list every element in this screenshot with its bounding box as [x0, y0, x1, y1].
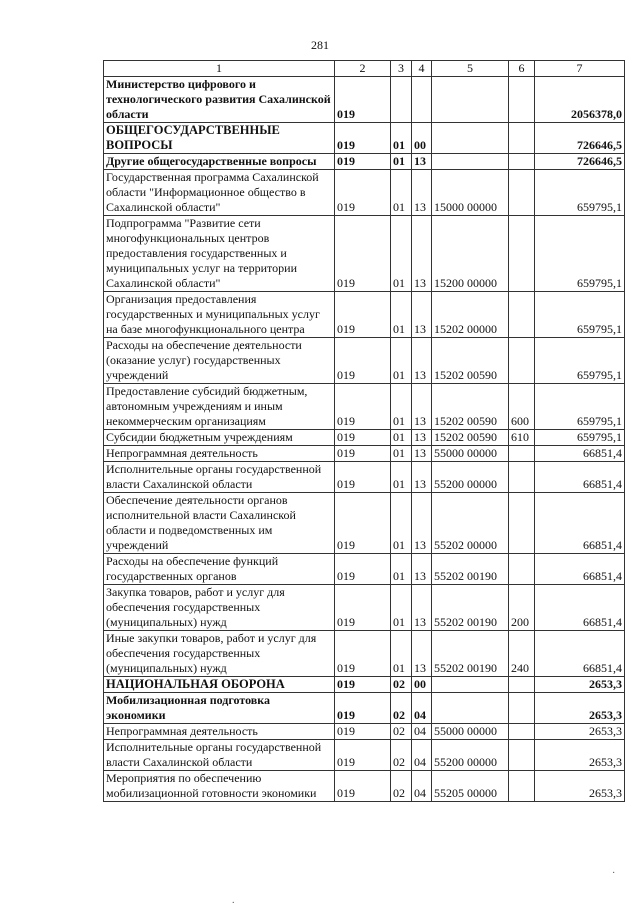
row-code-section: 02	[391, 693, 412, 724]
row-amount: 2653,3	[535, 740, 625, 771]
row-amount: 66851,4	[535, 631, 625, 677]
row-name: Исполнительные органы государственной власти Сахалинской области	[104, 462, 335, 493]
row-code-subsection: 13	[412, 338, 432, 384]
row-code-subsection: 04	[412, 771, 432, 802]
row-code-target: 15202 00590	[432, 338, 509, 384]
table-row	[104, 771, 625, 802]
row-amount: 659795,1	[535, 292, 625, 338]
row-name: Предоставление субсидий бюджетным, автономным учреждениям и иным некоммерческим организациям	[104, 384, 335, 430]
row-code-ministry: 019	[335, 740, 391, 771]
row-name: ОБЩЕГОСУДАРСТВЕННЫЕ ВОПРОСЫ	[104, 123, 335, 154]
row-code-expense	[509, 554, 535, 585]
row-code-subsection: 13	[412, 292, 432, 338]
row-code-target: 55000 00000	[432, 724, 509, 740]
row-code-target: 55202 00000	[432, 493, 509, 554]
column-header: 4	[412, 61, 432, 77]
row-code-target: 15202 00000	[432, 292, 509, 338]
row-code-section: 01	[391, 216, 412, 292]
row-code-ministry: 019	[335, 384, 391, 430]
row-code-subsection: 13	[412, 462, 432, 493]
row-code-expense	[509, 771, 535, 802]
row-amount: 726646,5	[535, 154, 625, 170]
row-code-expense	[509, 123, 535, 154]
row-code-expense	[509, 493, 535, 554]
table-row	[104, 77, 625, 123]
row-code-expense	[509, 292, 535, 338]
row-code-target: 55202 00190	[432, 585, 509, 631]
row-code-section: 02	[391, 771, 412, 802]
row-amount: 2653,3	[535, 771, 625, 802]
column-header: 6	[509, 61, 535, 77]
table-row	[104, 292, 625, 338]
row-code-expense: 600	[509, 384, 535, 430]
row-amount: 726646,5	[535, 123, 625, 154]
row-code-ministry: 019	[335, 216, 391, 292]
row-code-subsection: 13	[412, 631, 432, 677]
table-row	[104, 154, 625, 170]
table-row	[104, 123, 625, 154]
row-amount: 2056378,0	[535, 77, 625, 123]
row-code-target: 15202 00590	[432, 430, 509, 446]
scan-dot: ·	[612, 868, 616, 879]
row-code-subsection: 00	[412, 123, 432, 154]
row-code-subsection: 13	[412, 170, 432, 216]
row-code-expense	[509, 338, 535, 384]
row-amount: 66851,4	[535, 493, 625, 554]
row-code-ministry: 019	[335, 462, 391, 493]
row-name: Обеспечение деятельности органов исполнительной власти Сахалинской области и подведомственных им учреждений	[104, 493, 335, 554]
row-amount: 659795,1	[535, 384, 625, 430]
row-code-expense: 610	[509, 430, 535, 446]
row-amount: 2653,3	[535, 677, 625, 693]
table-row	[104, 740, 625, 771]
row-code-subsection: 13	[412, 585, 432, 631]
row-code-section: 01	[391, 585, 412, 631]
row-amount: 659795,1	[535, 216, 625, 292]
row-code-section: 01	[391, 430, 412, 446]
row-code-section: 01	[391, 154, 412, 170]
column-header: 1	[104, 61, 335, 77]
row-name: Организация предоставления государственных и муниципальных услуг на базе многофункционального центра	[104, 292, 335, 338]
row-code-target: 15202 00590	[432, 384, 509, 430]
table-row	[104, 170, 625, 216]
row-code-ministry: 019	[335, 771, 391, 802]
row-name: Расходы на обеспечение деятельности (оказание услуг) государственных учреждений	[104, 338, 335, 384]
row-code-expense	[509, 462, 535, 493]
row-code-expense: 240	[509, 631, 535, 677]
row-code-target: 55202 00190	[432, 554, 509, 585]
row-code-target: 55205 00000	[432, 771, 509, 802]
table-row	[104, 384, 625, 430]
row-code-expense	[509, 724, 535, 740]
row-amount: 66851,4	[535, 585, 625, 631]
row-amount: 66851,4	[535, 554, 625, 585]
row-code-ministry: 019	[335, 631, 391, 677]
row-code-section: 01	[391, 462, 412, 493]
column-header: 7	[535, 61, 625, 77]
row-code-ministry: 019	[335, 123, 391, 154]
row-code-subsection: 04	[412, 740, 432, 771]
row-code-ministry: 019	[335, 724, 391, 740]
row-name: Субсидии бюджетным учреждениям	[104, 430, 335, 446]
row-code-section: 01	[391, 493, 412, 554]
row-code-ministry: 019	[335, 77, 391, 123]
table-row	[104, 338, 625, 384]
scan-dot: .	[232, 895, 235, 906]
row-amount: 66851,4	[535, 446, 625, 462]
row-code-target	[432, 154, 509, 170]
row-code-ministry: 019	[335, 677, 391, 693]
row-code-section: 02	[391, 740, 412, 771]
row-name: Исполнительные органы государственной власти Сахалинской области	[104, 740, 335, 771]
row-code-expense	[509, 154, 535, 170]
row-code-section: 01	[391, 446, 412, 462]
row-name: Непрограммная деятельность	[104, 446, 335, 462]
row-code-expense	[509, 677, 535, 693]
table-row	[104, 631, 625, 677]
row-code-subsection: 04	[412, 724, 432, 740]
table-row	[104, 554, 625, 585]
row-code-ministry: 019	[335, 693, 391, 724]
row-code-subsection: 13	[412, 430, 432, 446]
row-amount: 2653,3	[535, 693, 625, 724]
row-code-section: 01	[391, 292, 412, 338]
row-name: Государственная программа Сахалинской области "Информационное общество в Сахалинской области"	[104, 170, 335, 216]
row-code-subsection: 13	[412, 493, 432, 554]
row-code-expense	[509, 446, 535, 462]
row-code-target: 55000 00000	[432, 446, 509, 462]
row-name: Непрограммная деятельность	[104, 724, 335, 740]
table-row	[104, 430, 625, 446]
row-code-subsection: 13	[412, 446, 432, 462]
row-code-subsection	[412, 77, 432, 123]
row-code-target: 15200 00000	[432, 216, 509, 292]
row-code-ministry: 019	[335, 292, 391, 338]
row-code-target: 55202 00190	[432, 631, 509, 677]
table-row	[104, 677, 625, 693]
row-code-expense: 200	[509, 585, 535, 631]
table-header-row	[104, 61, 625, 77]
table-row	[104, 493, 625, 554]
row-code-target: 55200 00000	[432, 462, 509, 493]
table-row	[104, 216, 625, 292]
row-name: Мобилизационная подготовка экономики	[104, 693, 335, 724]
budget-table	[103, 60, 625, 802]
row-code-target	[432, 77, 509, 123]
row-name: Иные закупки товаров, работ и услуг для обеспечения государственных (муниципальных) нужд	[104, 631, 335, 677]
row-amount: 659795,1	[535, 338, 625, 384]
row-code-section: 01	[391, 554, 412, 585]
page-number: 281	[311, 38, 329, 52]
row-code-target: 15000 00000	[432, 170, 509, 216]
row-code-ministry: 019	[335, 446, 391, 462]
row-code-subsection: 13	[412, 554, 432, 585]
row-code-section: 02	[391, 677, 412, 693]
row-code-expense	[509, 740, 535, 771]
column-header: 3	[391, 61, 412, 77]
row-code-section: 01	[391, 384, 412, 430]
row-name: Мероприятия по обеспечению мобилизационной готовности экономики	[104, 771, 335, 802]
row-name: Подпрограмма "Развитие сети многофункциональных центров предоставления государственных и муниципальных услуг на территории Сахалинской области"	[104, 216, 335, 292]
row-code-expense	[509, 170, 535, 216]
row-code-expense	[509, 216, 535, 292]
row-code-subsection: 13	[412, 154, 432, 170]
row-code-expense	[509, 693, 535, 724]
column-header: 5	[432, 61, 509, 77]
row-amount: 659795,1	[535, 170, 625, 216]
row-name: НАЦИОНАЛЬНАЯ ОБОРОНА	[104, 677, 335, 693]
row-name: Министерство цифрового и технологического развития Сахалинской области	[104, 77, 335, 123]
row-name: Расходы на обеспечение функций государственных органов	[104, 554, 335, 585]
row-amount: 659795,1	[535, 430, 625, 446]
row-code-ministry: 019	[335, 430, 391, 446]
row-code-section: 01	[391, 338, 412, 384]
table-row	[104, 585, 625, 631]
row-code-section: 01	[391, 123, 412, 154]
row-code-section	[391, 77, 412, 123]
table-row	[104, 693, 625, 724]
row-code-ministry: 019	[335, 554, 391, 585]
row-code-section: 02	[391, 724, 412, 740]
table-row	[104, 724, 625, 740]
row-code-subsection: 13	[412, 384, 432, 430]
row-code-subsection: 04	[412, 693, 432, 724]
row-code-target	[432, 677, 509, 693]
row-code-target	[432, 693, 509, 724]
row-code-section: 01	[391, 631, 412, 677]
row-code-ministry: 019	[335, 493, 391, 554]
table-row	[104, 462, 625, 493]
row-code-expense	[509, 77, 535, 123]
row-code-target	[432, 123, 509, 154]
row-code-ministry: 019	[335, 170, 391, 216]
table-row	[104, 446, 625, 462]
row-code-ministry: 019	[335, 338, 391, 384]
row-code-subsection: 13	[412, 216, 432, 292]
column-header: 2	[335, 61, 391, 77]
row-name: Закупка товаров, работ и услуг для обеспечения государственных (муниципальных) нужд	[104, 585, 335, 631]
row-code-target: 55200 00000	[432, 740, 509, 771]
row-code-ministry: 019	[335, 585, 391, 631]
row-code-section: 01	[391, 170, 412, 216]
row-code-subsection: 00	[412, 677, 432, 693]
row-amount: 66851,4	[535, 462, 625, 493]
row-code-ministry: 019	[335, 154, 391, 170]
row-name: Другие общегосударственные вопросы	[104, 154, 335, 170]
row-amount: 2653,3	[535, 724, 625, 740]
